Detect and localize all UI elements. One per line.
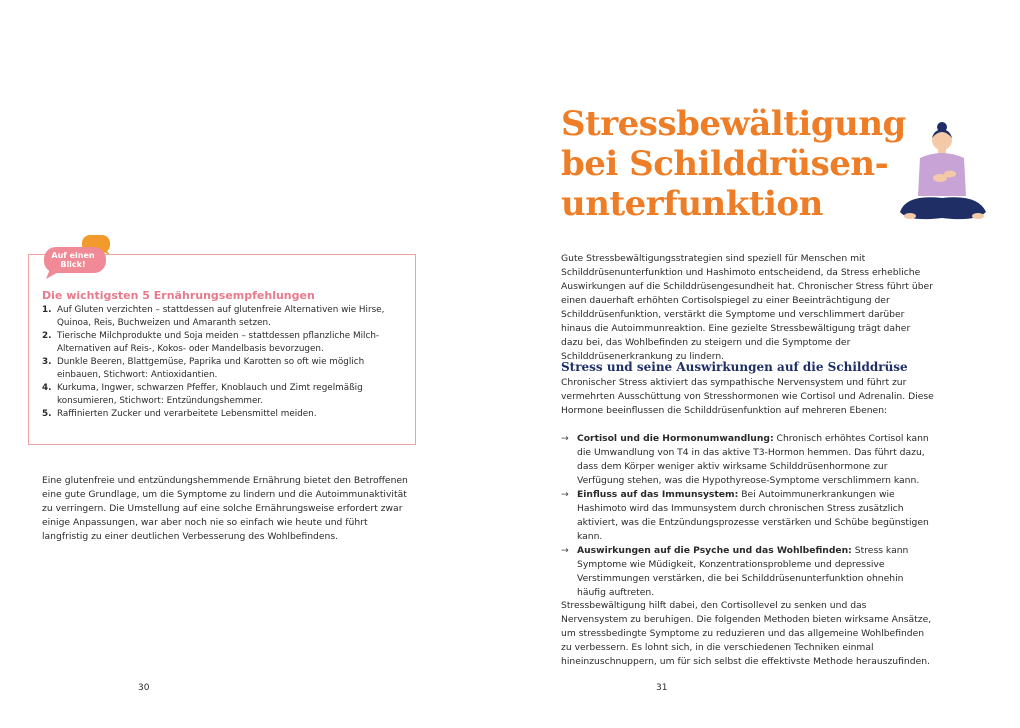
effects-list (561, 432, 935, 600)
effect-item (561, 488, 935, 544)
recommendation-item (42, 408, 402, 421)
title-line-2: bei Schilddrüsen- (561, 144, 889, 184)
arrow-icon: → (561, 545, 569, 556)
item-number: 3. (42, 357, 52, 367)
arrow-icon: → (561, 433, 569, 444)
title-line-3: unterfunktion (561, 184, 823, 224)
recommendation-item (42, 330, 402, 356)
effect-label: Auswirkungen auf die Psyche und das Wohlbefinden: (577, 545, 852, 556)
section-intro: Chronischer Stress aktiviert das sympathische Nervensystem und führt zur vermehrten Ausschüttung von Stresshormonen wie Cortisol und Adrenalin. Diese Hormone beeinflussen die Schilddrüsenfunktion auf mehreren Ebenen: (561, 377, 934, 416)
effect-text: Bei Autoimmunerkrankungen wie Hashimoto wird das Immunsystem durch chronischen Stress zusätzlich aktiviert, was die Entzündungsprozesse verstärken und Schübe begünstigen kann. (577, 489, 929, 542)
page-number-left: 30 (138, 683, 150, 693)
recommendation-item (42, 382, 402, 408)
effect-label: Einfluss auf das Immunsystem: (577, 489, 739, 500)
section-heading: Stress und seine Auswirkungen auf die Schilddrüse (561, 360, 908, 374)
item-number: 1. (42, 305, 52, 315)
recommendation-list (42, 304, 402, 421)
badge-line1: Auf einen (51, 251, 95, 260)
arrow-icon: → (561, 489, 569, 500)
item-text: Auf Gluten verzichten – stattdessen auf glutenfreie Alternativen wie Hirse, Quinoa, Reis, Buchweizen und Amaranth setzen. (57, 305, 385, 328)
closing-paragraph: Stressbewältigung hilft dabei, den Cortisollevel zu senken und das Nervensystem zu beruhigen. Die folgenden Methoden bieten wirksame Ansätze, um stressbedingte Symptome zu reduzieren und das allgemeine Wohlbefinden zu verbessern. Es lohnt sich, in die verschiedenen Techniken einmal hineinzuschnuppern, um für sich selbst die effektivste Methode herauszufinden. (561, 600, 932, 667)
title-line-1: Stressbewältigung (561, 104, 906, 144)
effect-text: Chronisch erhöhtes Cortisol kann die Umwandlung von T4 in das aktive T3-Hormon hemmen. Das führt dazu, dass dem Körper weniger aktiv wirksame Schilddrüsenhormone zur Verfügung stehen, was die Hypothyreose-Symptome verschlimmern kann. (577, 433, 929, 486)
badge-line2: Blick! (60, 260, 86, 269)
item-number: 5. (42, 409, 52, 419)
effect-label: Cortisol und die Hormonumwandlung: (577, 433, 774, 444)
recommendation-item (42, 304, 402, 330)
left-paragraph: Eine glutenfreie und entzündungshemmende Ernährung bietet den Betroffenen eine gute Grundlage, um die Symptome zu lindern und die Autoimmunaktivität zu verringern. Die Umstellung auf eine solche Ernährungsweise erfordert zwar einige Anpassungen, war aber noch nie so einfach wie heute und führt langfristig zu einer deutlichen Verbesserung des Wohlbefindens. (42, 475, 408, 542)
effect-item (561, 432, 935, 488)
effect-item (561, 544, 935, 600)
item-text: Dunkle Beeren, Blattgemüse, Paprika und Karotten so oft wie möglich einbauen, Stichwort: Antioxidantien. (57, 357, 365, 380)
item-text: Kurkuma, Ingwer, schwarzen Pfeffer, Knoblauch und Zimt regelmäßig konsumieren, Stichwort: Entzündungshemmer. (57, 383, 363, 406)
item-number: 2. (42, 331, 52, 341)
item-number: 4. (42, 383, 52, 393)
page-number-right: 31 (656, 683, 668, 693)
item-text: Tierische Milchprodukte und Soja meiden – stattdessen pflanzliche Milch-Alternativen auf Reis-, Kokos- oder Mandelbasis bevorzugen. (57, 331, 380, 354)
page-title (561, 104, 911, 224)
effect-text: Stress kann Symptome wie Müdigkeit, Konzentrationsprobleme und depressive Verstimmungen verstärken, die bei Schilddrüsenunterfunktion ohnehin häufig auftreten. (577, 545, 909, 598)
item-text: Raffinierten Zucker und verarbeitete Lebensmittel meiden. (57, 409, 317, 419)
recommendation-item (42, 356, 402, 382)
intro-paragraph: Gute Stressbewältigungsstrategien sind speziell für Menschen mit Schilddrüsenunterfunktion und Hashimoto entscheidend, da Stress erhebliche Auswirkungen auf die Schilddrüsengesundheit hat. Chronischer Stress führt über einen dauerhaft erhöhten Cortisolspiegel zu einer Beeinträchtigung der Schilddrüsenfunktion, verstärkt die Symptome und verschlimmert darüber hinaus die Autoimmunreaktion. Eine gezielte Stressbewältigung trägt daher dazu bei, das Wohlbefinden zu steigern und die Symptome der Schilddrüsenerkrankung zu lindern. (561, 253, 933, 362)
badge-label (44, 251, 102, 269)
meditating-woman-illustration (896, 118, 990, 232)
box-title: Die wichtigsten 5 Ernährungsempfehlungen (42, 289, 315, 302)
